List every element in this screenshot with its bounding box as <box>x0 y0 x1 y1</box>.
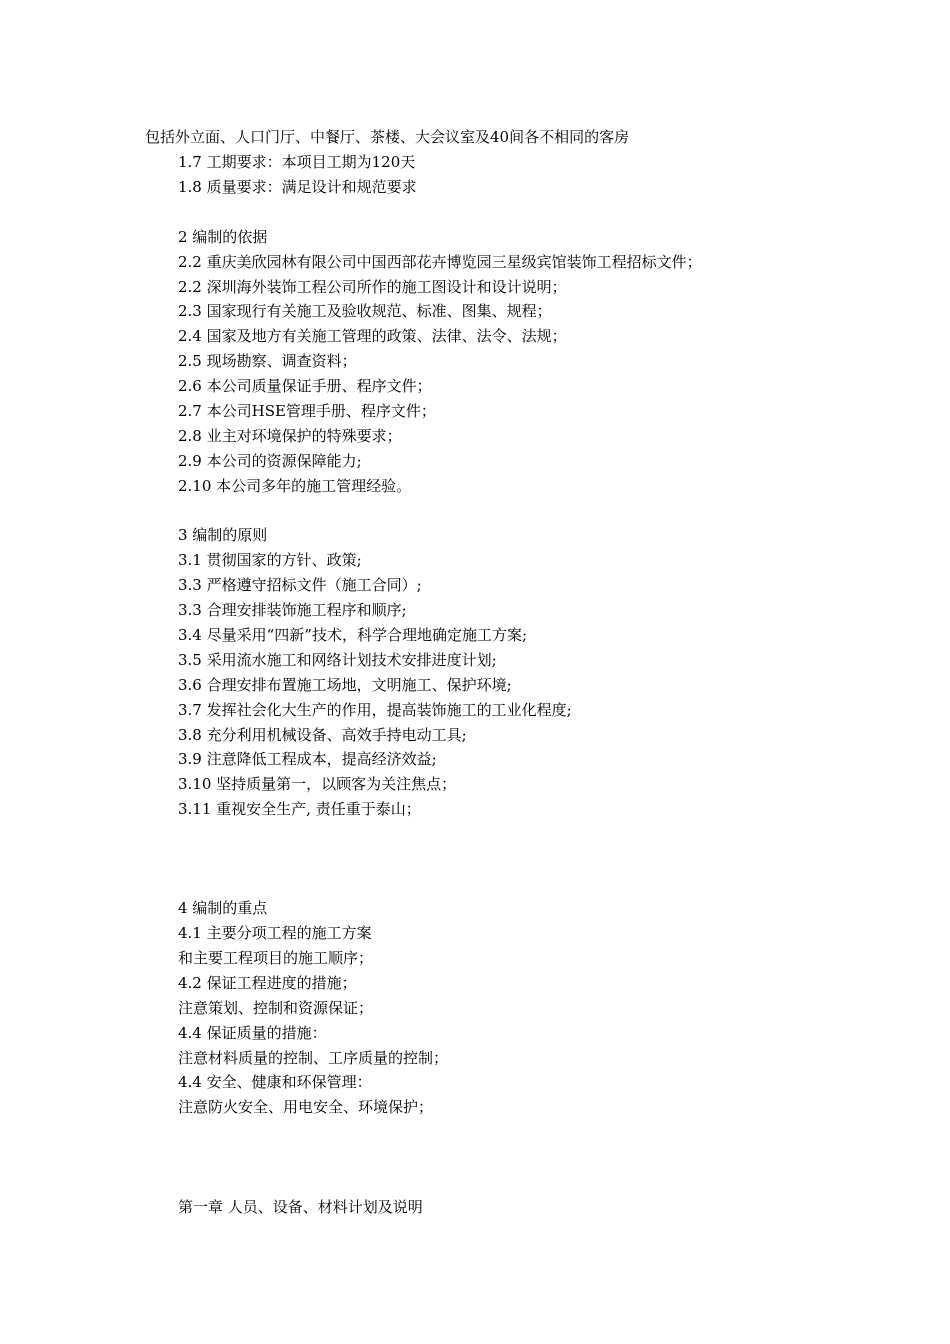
section2-item: 2.9 本公司的资源保障能力; <box>178 452 362 470</box>
section3-item: 3.4 尽量采用“四新”技术，科学合理地确定施工方案; <box>178 626 528 644</box>
section4-item: 4.4 安全、健康和环保管理： <box>178 1073 372 1091</box>
section3-heading: 3 编制的原则 <box>178 526 268 544</box>
section2-item: 2.4 国家及地方有关施工管理的政策、法律、法令、法规； <box>178 327 567 345</box>
section2-item: 2.2 重庆美欣园林有限公司中国西部花卉博览园三星级宾馆装饰工程招标文件； <box>178 253 702 271</box>
section3-item: 3.5 采用流水施工和网络计划技术安排进度计划; <box>178 651 497 669</box>
section2-item: 2.6 本公司质量保证手册、程序文件； <box>178 377 432 395</box>
section3-item: 3.3 严格遵守招标文件（施工合同）; <box>178 576 422 594</box>
section3-item: 3.9 注意降低工程成本，提高经济效益; <box>178 750 437 768</box>
section4-item: 注意防火安全、用电安全、环境保护； <box>178 1098 434 1116</box>
section2-item: 2.2 深圳海外装饰工程公司所作的施工图设计和设计说明； <box>178 278 567 296</box>
quality-requirement: 1.8 质量要求：满足设计和规范要求 <box>178 178 417 196</box>
section2-item: 2.7 本公司HSE管理手册、程序文件； <box>178 402 436 420</box>
section4-item: 4.4 保证质量的措施： <box>178 1024 327 1042</box>
section4-item: 注意材料质量的控制、工序质量的控制； <box>178 1049 449 1067</box>
section2-item: 2.8 业主对环境保护的特殊要求； <box>178 427 402 445</box>
section2-heading: 2 编制的依据 <box>178 228 268 246</box>
section4-item: 和主要工程项目的施工顺序； <box>178 949 374 967</box>
section3-item: 3.8 充分利用机械设备、高效手持电动工具; <box>178 726 467 744</box>
section3-item: 3.3 合理安排装饰施工程序和顺序; <box>178 601 407 619</box>
section3-item: 3.1 贯彻国家的方针、政策; <box>178 551 362 569</box>
scope-line: 包括外立面、人口门厅、中餐厅、茶楼、大会议室及40间各不相同的客房 <box>145 128 630 146</box>
section3-item: 3.10 坚持质量第一，以顾客为关注焦点； <box>178 775 457 793</box>
section3-item: 3.7 发挥社会化大生产的作用，提高装饰施工的工业化程度; <box>178 701 572 719</box>
section2-item: 2.5 现场勘察、调查资料； <box>178 352 357 370</box>
section4-heading: 4 编制的重点 <box>178 899 268 917</box>
section4-item: 注意策划、控制和资源保证； <box>178 999 374 1017</box>
section3-item: 3.6 合理安排布置施工场地，文明施工、保护环境; <box>178 676 512 694</box>
section2-item: 2.3 国家现行有关施工及验收规范、标准、图集、规程； <box>178 302 552 320</box>
section4-item: 4.2 保证工程进度的措施； <box>178 974 357 992</box>
section3-item: 3.11 重视安全生产, 责任重于泰山； <box>178 800 421 818</box>
chapter-title: 第一章 人员、设备、材料计划及说明 <box>178 1198 423 1216</box>
section4-item: 4.1 主要分项工程的施工方案 <box>178 924 372 942</box>
section2-item: 2.10 本公司多年的施工管理经验。 <box>178 477 412 495</box>
duration-requirement: 1.7 工期要求：本项目工期为120天 <box>178 153 416 171</box>
